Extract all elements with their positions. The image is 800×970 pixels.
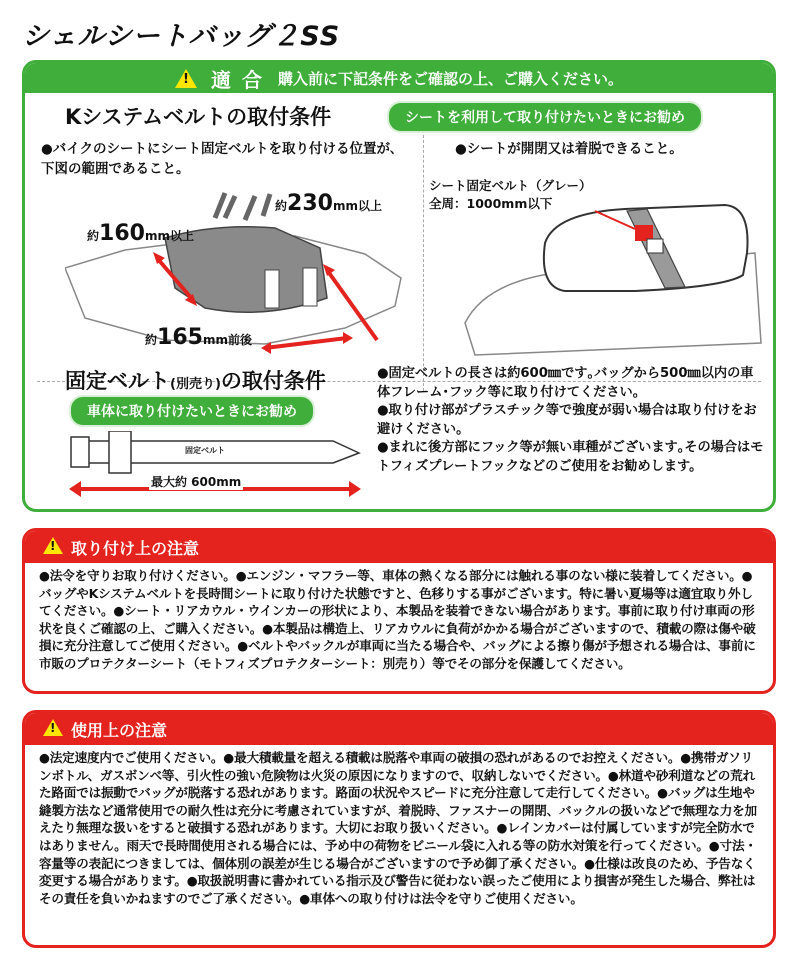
list-item: ●取り付け部がプラスチック等で強度が弱い場合は取り付けをお避けください。 — [377, 403, 757, 437]
list-item: ●まれに後方部にフック等が無い車種がございます｡その場合はモトフィズプレートフックなどのご使用をお勧めします。 — [377, 440, 764, 474]
install-caution-header — [25, 531, 773, 563]
warning-icon: ! — [43, 719, 63, 736]
dim-160: 約160mm以上 — [87, 221, 194, 246]
k-system-pill: シートを利用して取り付けたいときにお勧め — [387, 101, 703, 133]
fixed-belt-pill: 車体に取り付けたいときにお勧め — [69, 395, 315, 427]
fixed-belt-diagram — [65, 431, 365, 501]
k-system-left-text: ●バイクのシートにシート固定ベルトを取り付ける位置が､下図の範囲であること。 — [41, 141, 397, 177]
usage-caution-text: ●法定速度内でご使用ください。●最大積載量を超える積載は脱落や車両の破損の恐れがあるのでお控えください。●携帯ガソリンボトル、ガスボンベ等、引火性の強い危険物は火災の原因になりますので、収納しないでください。●林道や砂利道などの荒れた路面では振動でバッグが脱落する恐れがあります。路面の状況やスピードに充分注意して走行してください。●バッグは生地や縫製方法など通常使用での耐久性は充分に考慮されていますが、着脱時、ファスナーの開閉、バックルの扱いなどで無理な力を加えたり無理な扱いをすると破損する恐れがあります。大切にお取り扱いください。●レインカバーは付属していますが完全防水ではありません。雨天で長時間使用される場合には、予め中の荷物をビニール袋に入れる等の防水対策を行ってください。●寸法・容量等の表記につきましては、個体別の誤差が生じる場合がございますので予め御了承ください。●仕様は改良のため、予告なく変更する場合があります。●取扱説明書に書かれている指示及び警告に従わない誤ったご使用により損害が発生した場合、弊社はその責任を負いかねますのでご了承ください。●車体への取り付けは法令を守りご使用ください。 — [39, 750, 757, 906]
install-caution-title: 取り付け上の注意 — [71, 538, 200, 558]
compatibility-note: 購入前に下記条件をご確認の上、ご購入ください。 — [277, 69, 623, 88]
belt-buckle — [71, 437, 89, 467]
install-caution-text: ●法令を守りお取り付けください。●エンジン・マフラー等、車体の熱くなる部分には触れる事のない様に装着してください。●バッグやKシステムベルトを長時間シートに取り付けた状態ですと、色移りする事がございます。特に暑い夏場等は適宜取り外してください。●シート・リアカウル・ウインカーの形状により、本製品を装着できない場合があります。事前に取り付け車両の形状を良くご確認の上、ご購入ください。●本製品は構造上、リアカウルに負荷がかかる場合がございますので、積載の際は傷や破損に充分注意してご使用ください。●ベルトやバックルが車両に当たる場合や、バッグによる擦り傷が予想される場合は、事前に市販のプロテクターシート（モトフィズプロテクターシート：別売り）等でその部分を保護してください。 — [39, 568, 756, 671]
buckle — [303, 268, 317, 306]
compatibility-badge: 適 合 — [211, 67, 264, 92]
fixed-belt-title: 固定ベルト(別売り)の取付条件 — [65, 369, 326, 393]
product-title: シェルシートバッグ２SS — [22, 21, 341, 52]
compatibility-header — [25, 63, 773, 93]
k-system-right-text: ●シートが開閉又は着脱できること。 — [455, 141, 683, 157]
buckle — [265, 270, 279, 308]
compatibility-box — [22, 60, 776, 512]
buckle — [647, 239, 663, 253]
dim-165: 約165mm前後 — [145, 325, 252, 350]
belt-buckle — [109, 431, 131, 473]
divider — [423, 135, 424, 391]
usage-caution-header — [25, 713, 773, 745]
dim-230: 約230mm以上 — [275, 191, 382, 216]
belt-tag: 固定ベルト — [185, 446, 225, 455]
fixed-belt-bullets — [377, 365, 765, 477]
belt-straps — [215, 193, 270, 220]
warning-icon: ! — [43, 537, 63, 554]
belt-label: シート固定ベルト（グレー） 全周：1000mm以下 — [429, 178, 592, 211]
install-caution-box — [22, 528, 776, 694]
usage-caution-box — [22, 710, 776, 948]
belt-length: 最大約 600mm — [151, 475, 242, 489]
warning-icon: ! — [175, 69, 197, 88]
list-item: ●固定ベルトの長さは約600㎜です｡バッグから500㎜以内の車体フレーム･フック等に取り付けてください｡ — [377, 366, 754, 400]
usage-caution-title: 使用上の注意 — [71, 720, 168, 740]
k-system-title: Kシステムベルトの取付条件 — [65, 105, 332, 129]
